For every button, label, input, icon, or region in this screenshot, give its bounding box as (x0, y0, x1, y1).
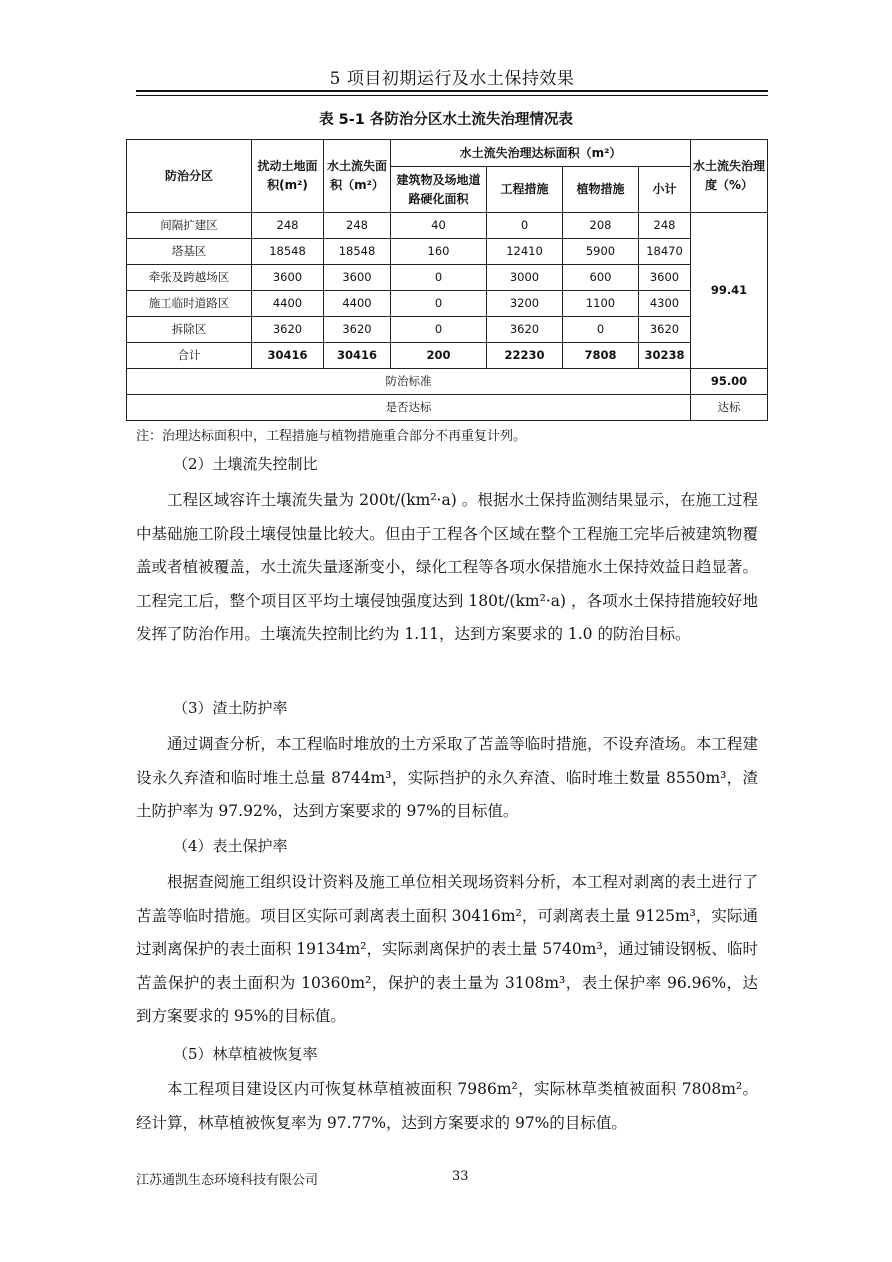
cell-subtotal: 248 (639, 213, 691, 239)
cell-total-subtotal: 30238 (639, 343, 691, 369)
cell-building: 0 (391, 265, 487, 291)
cell-subtotal: 18470 (639, 239, 691, 265)
cell-standard-label: 防治标准 (127, 369, 691, 395)
cell-total-engineering: 22230 (487, 343, 563, 369)
cell-engineering: 3620 (487, 317, 563, 343)
paragraph-spoil-protection: 通过调查分析，本工程临时堆放的土方采取了苫盖等临时措施，不设弃渣场。本工程建设永久弃渣和临时堆土总量 8744m³，实际挡护的永久弃渣、临时堆土数量 8550m³，渣土防护率为 97.92%，达到方案要求的 97%的目标值。 (136, 735, 758, 820)
table-row (127, 213, 768, 239)
header-subtotal: 小计 (639, 167, 691, 213)
cell-engineering: 3000 (487, 265, 563, 291)
footer-company: 江苏通凯生态环境科技有限公司 (136, 1173, 319, 1188)
cell-meets-value: 达标 (691, 395, 768, 421)
table-title: 表 5-1 各防治分区水土流失治理情况表 (319, 112, 573, 128)
cell-vegetation: 5900 (563, 239, 639, 265)
cell-erosion: 3600 (324, 265, 391, 291)
chapter-header: 5 项目初期运行及水土保持效果 (329, 69, 575, 89)
cell-building: 0 (391, 317, 487, 343)
cell-erosion: 248 (324, 213, 391, 239)
cell-vegetation: 1100 (563, 291, 639, 317)
cell-disturbed: 18548 (252, 239, 324, 265)
cell-total-erosion: 30416 (324, 343, 391, 369)
cell-zone: 拆除区 (127, 317, 252, 343)
cell-disturbed: 3600 (252, 265, 324, 291)
cell-building: 160 (391, 239, 487, 265)
erosion-treatment-table (126, 139, 768, 421)
cell-building: 40 (391, 213, 487, 239)
paragraph-topsoil-protection: 根据查阅施工组织设计资料及施工单位相关现场资料分析，本工程对剥离的表土进行了苫盖等临时措施。项目区实际可剥离表土面积 30416m²，可剥离表土量 9125m³，实际通过剥离保护的表土面积 19134m²，实际剥离保护的表土量 5740m³，通过铺设钢板、临时苫盖保护的表土面积为 10360m²，保护的表土量为 3108m³，表土保护率 96.96%，达到方案要求的 95%的目标值。 (136, 873, 758, 1025)
header-zone: 防治分区 (127, 140, 252, 213)
paragraph-soil-loss-ratio: 工程区域容许土壤流失量为 200t/(km²·a) 。根据水土保持监测结果显示，在施工过程中基础施工阶段土壤侵蚀量比较大。但由于工程各个区域在整个工程施工完毕后被建筑物覆盖或者植被覆盖，水土流失量逐渐变小，绿化工程等各项水保措施水土保持效益日趋显著。工程完工后，整个项目区平均土壤侵蚀强度达到 180t/(km²·a) ，各项水土保持措施较好地发挥了防治作用。土壤流失控制比约为 1.11，达到方案要求的 1.0 的防治目标。 (136, 491, 758, 643)
section-heading-soil-loss-ratio: （2）土壤流失控制比 (173, 455, 318, 473)
cell-total-label: 合计 (127, 343, 252, 369)
section-heading-vegetation-recovery: （5）林草植被恢复率 (173, 1045, 318, 1063)
table-total-row (127, 343, 768, 369)
header-building: 建筑物及场地道路硬化面积 (391, 167, 487, 213)
table-standard-row (127, 369, 768, 395)
cell-erosion: 4400 (324, 291, 391, 317)
cell-subtotal: 3620 (639, 317, 691, 343)
cell-erosion: 18548 (324, 239, 391, 265)
cell-disturbed: 3620 (252, 317, 324, 343)
cell-disturbed: 248 (252, 213, 324, 239)
cell-zone: 牵张及跨越场区 (127, 265, 252, 291)
header-rule-thin (136, 95, 768, 96)
cell-standard-value: 95.00 (691, 369, 768, 395)
cell-zone: 塔基区 (127, 239, 252, 265)
table-row (127, 291, 768, 317)
cell-zone: 间隔扩建区 (127, 213, 252, 239)
table-row (127, 265, 768, 291)
cell-subtotal: 3600 (639, 265, 691, 291)
cell-meets-label: 是否达标 (127, 395, 691, 421)
cell-degree-value: 99.41 (691, 213, 768, 369)
header-disturbed-area: 扰动土地面积(m²) (252, 140, 324, 213)
cell-disturbed: 4400 (252, 291, 324, 317)
page-number: 33 (452, 1169, 469, 1184)
cell-engineering: 0 (487, 213, 563, 239)
cell-vegetation: 208 (563, 213, 639, 239)
cell-total-building: 200 (391, 343, 487, 369)
section-heading-topsoil-protection: （4）表土保护率 (173, 837, 288, 855)
header-rule-thick (136, 90, 768, 92)
paragraph-vegetation-recovery: 本工程项目建设区内可恢复林草植被面积 7986m²，实际林草类植被面积 7808m²。经计算，林草植被恢复率为 97.77%，达到方案要求的 97%的目标值。 (136, 1080, 758, 1132)
cell-vegetation: 600 (563, 265, 639, 291)
section-heading-spoil-protection: （3）渣土防护率 (173, 699, 288, 717)
table-note: 注：治理达标面积中，工程措施与植物措施重合部分不再重复计列。 (136, 429, 527, 444)
header-vegetation: 植物措施 (563, 167, 639, 213)
cell-total-vegetation: 7808 (563, 343, 639, 369)
cell-subtotal: 4300 (639, 291, 691, 317)
header-degree: 水土流失治理度（%） (691, 140, 768, 213)
header-treated-group: 水土流失治理达标面积（m²） (391, 140, 691, 167)
cell-engineering: 3200 (487, 291, 563, 317)
cell-engineering: 12410 (487, 239, 563, 265)
cell-building: 0 (391, 291, 487, 317)
cell-vegetation: 0 (563, 317, 639, 343)
cell-total-disturbed: 30416 (252, 343, 324, 369)
cell-zone: 施工临时道路区 (127, 291, 252, 317)
table-row (127, 239, 768, 265)
header-erosion-area: 水土流失面积（m²） (324, 140, 391, 213)
table-meets-row (127, 395, 768, 421)
cell-erosion: 3620 (324, 317, 391, 343)
header-engineering: 工程措施 (487, 167, 563, 213)
table-row (127, 317, 768, 343)
